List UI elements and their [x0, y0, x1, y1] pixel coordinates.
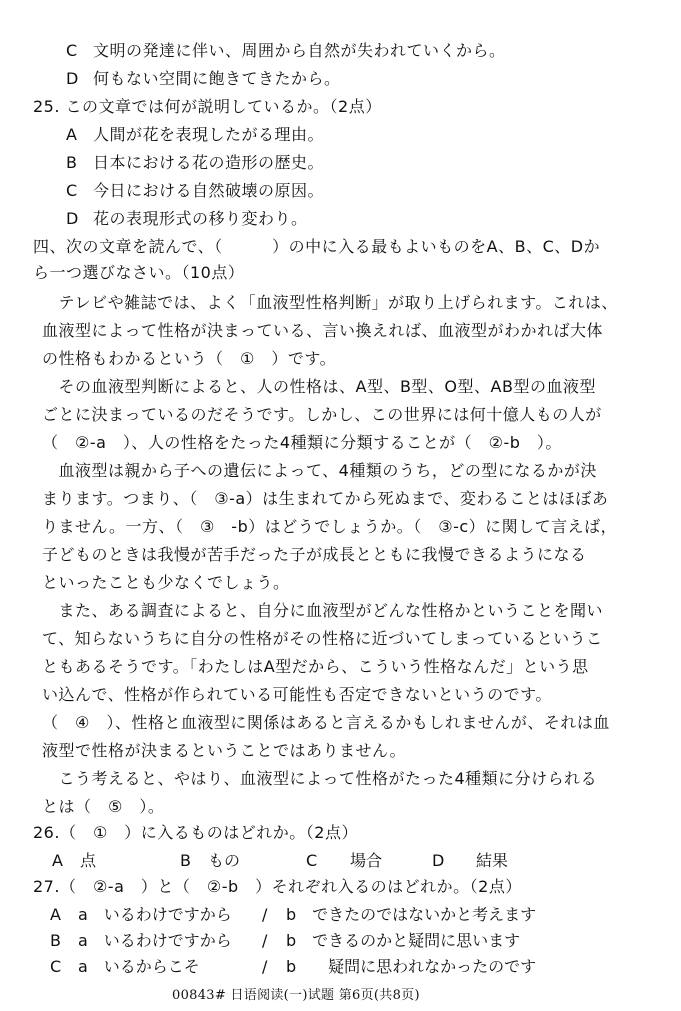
prev-option-d — [66, 69, 341, 89]
passage-line: 液型で性格が決まるということではありません。 — [42, 741, 406, 760]
q27-option-c — [50, 957, 536, 977]
option-separator: / — [262, 957, 268, 976]
section-4-instruction: ら一つ選びなさい。（10点） — [33, 263, 245, 282]
option-part-a: a いるからこそ — [78, 957, 200, 976]
q27-option-b — [50, 931, 520, 951]
option-label: A — [50, 905, 61, 924]
option-text: 結果 — [476, 851, 509, 870]
option-part-b: b 疑問に思われなかったのです — [286, 957, 537, 976]
option-label: D — [66, 69, 79, 88]
passage-line: の性格もわかるという（ ① ）です。 — [42, 349, 337, 368]
option-text: 花の表現形式の移り変わり。 — [93, 209, 308, 228]
passage-line: 子どものときは我慢が苦手だった子が成長とともに我慢できるようになる — [42, 545, 587, 564]
question-27-stem: 27.（ ②-a ）と（ ②-b ）それぞれ入るのはどれか。（2点） — [33, 877, 522, 896]
q26-option-b — [180, 851, 240, 871]
passage-line: とは（ ⑤ ）。 — [42, 797, 165, 816]
section-4-instruction: 四、次の文章を読んで、（ ）の中に入る最もよいものをA、B、C、Dか — [33, 237, 601, 256]
option-label: C — [306, 851, 318, 870]
passage-line: 血液型によって性格が決まっている、言い換えれば、血液型がわかれば大体 — [42, 321, 604, 340]
option-separator: / — [262, 931, 268, 950]
question-25-stem: 25. この文章では何が説明しているか。（2点） — [33, 97, 382, 116]
option-text: 日本における花の造形の歴史。 — [93, 153, 325, 172]
q26-option-c — [306, 851, 382, 871]
q25-option-b — [66, 153, 324, 173]
option-label: D — [66, 209, 79, 228]
option-label: B — [50, 931, 61, 950]
option-label: C — [50, 957, 62, 976]
option-text: 何もない空間に飽きてきたから。 — [93, 69, 341, 88]
option-label: B — [180, 851, 191, 870]
option-label: C — [66, 181, 78, 200]
q26-option-a — [52, 851, 96, 871]
option-label: D — [432, 851, 445, 870]
passage-line: ごとに決まっているのだそうです。しかし、この世界には何十億人もの人が — [42, 405, 602, 424]
option-text: 人間が花を表現したがる理由。 — [93, 125, 325, 144]
prev-option-c — [66, 41, 506, 61]
option-separator: / — [262, 905, 268, 924]
passage-line: 血液型は親から子への遺伝によって、4種類のうち，どの型になるかが決 — [42, 461, 597, 480]
passage-line: その血液型判断によると、人の性格は、A型、B型、O型、AB型の血液型 — [42, 377, 596, 396]
passage-line: また、ある調査によると、自分に血液型がどんな性格かということを聞い — [42, 601, 604, 620]
option-text: もの — [208, 851, 241, 870]
page-footer: 00843# 日语阅读(一)试题 第6页(共8页) — [172, 988, 420, 1003]
passage-line: まります。つまり、（ ③-a）は生まれてから死ぬまで、変わることはほぼあ — [42, 489, 609, 508]
passage-line: ともあるそうです。「わたしはA型だから、こういう性格なんだ」という思 — [42, 657, 589, 676]
passage-line: テレビや雑誌では、よく「血液型性格判断」が取り上げられます。これは、 — [42, 293, 618, 312]
option-text: 今日における自然破壊の原因。 — [93, 181, 325, 200]
option-label: A — [66, 125, 78, 144]
passage-line: （ ②-a ）、人の性格をたった4種類に分類することが（ ②-b ）。 — [42, 433, 562, 452]
option-part-b: b できたのではないかと考えます — [286, 905, 537, 924]
q26-option-d — [432, 851, 508, 871]
q25-option-c — [66, 181, 324, 201]
passage-line: て、知らないうちに自分の性格がその性格に近づいてしまっているというこ — [42, 629, 603, 648]
q25-option-a — [66, 125, 324, 145]
question-26-stem: 26.（ ① ）に入るものはどれか。（2点） — [33, 823, 358, 842]
option-part-a: a いるわけですから — [78, 905, 232, 924]
option-text: 文明の発達に伴い、周囲から自然が失われていくから。 — [93, 41, 506, 60]
passage-line: りません。一方、（ ③ -b）はどうでしょうか。（ ③-c）に関して言えば， — [42, 517, 618, 536]
passage-line: い込んで、性格が作られている可能性も否定できないというのです。 — [42, 685, 552, 704]
option-part-b: b できるのかと疑問に思います — [286, 931, 521, 950]
option-label: A — [52, 851, 63, 870]
option-text: 場合 — [350, 851, 383, 870]
passage-line: （ ④ ）、性格と血液型に関係はあると言えるかもしれませんが、それは血 — [42, 713, 610, 732]
passage-line: こう考えると、やはり、血液型によって性格がたった4種類に分けられる — [42, 769, 598, 788]
option-label: C — [66, 41, 78, 60]
q25-option-d — [66, 209, 308, 229]
q27-option-a — [50, 905, 536, 925]
option-text: 点 — [80, 851, 97, 870]
option-label: B — [66, 153, 78, 172]
passage-line: といったことも少なくでしょう。 — [42, 573, 290, 592]
option-part-a: a いるわけですから — [78, 931, 232, 950]
